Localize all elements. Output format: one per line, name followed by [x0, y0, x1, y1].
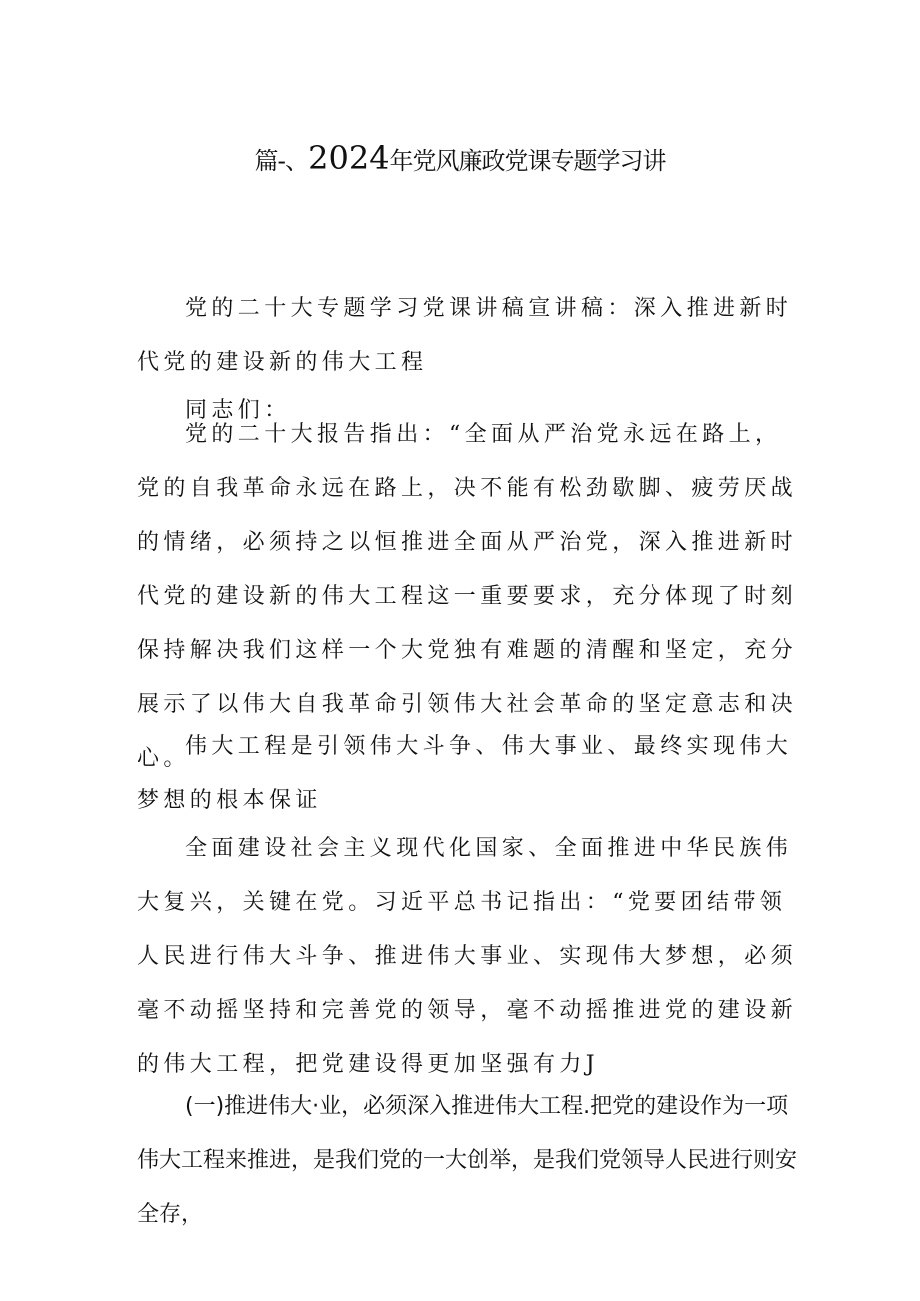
title-year: 2024 — [308, 139, 390, 177]
subsection-one-paragraph: (一)推进伟大·业，必须深入推进伟大工程.把党的建设作为一项伟大工程来推进，是我们党的一大创举，是我们党领导人民进行则安全存， — [137, 1094, 798, 1227]
salutation: 同志们： — [185, 398, 291, 423]
report-quote-paragraph: 党的二十大报告指出：“全面从严治党永远在路上，党的自我革命永远在路上，决不能有松劲歇脚、疲劳厌战的情绪，必须持之以恒推进全面从严治党，深入推进新时代党的建设新的伟大工程这一重要要求，充分体现了时刻保持解决我们这样一个大党独有难题的清醒和坚定，充分展示了以伟大自我革命引领伟大社会革命的坚定意志和决心。 — [137, 422, 798, 771]
subtitle-paragraph: 党的二十大专题学习党课讲稿宣讲稿：深入推进新时代党的建设新的伟大工程 — [137, 296, 793, 375]
document-title — [0, 138, 920, 181]
section-heading-paragraph: 伟大工程是引领伟大斗争、伟大事业、最终实现伟大梦想的根本保证 — [137, 734, 793, 813]
key-in-party-paragraph: 全面建设社会主义现代化国家、全面推进中华民族伟大复兴，关键在党。习近平总书记指出：“党要团结带领人民进行伟大斗争、推进伟大事业、实现伟大梦想，必须毫不动摇坚持和完善党的领导，毫不动摇推进党的建设新的伟大工程，把党建设得更加坚强有力J — [137, 836, 798, 1077]
title-suffix: 年党风廉政党课专题学习讲 — [389, 147, 666, 175]
title-prefix: 篇-、 — [254, 147, 309, 175]
